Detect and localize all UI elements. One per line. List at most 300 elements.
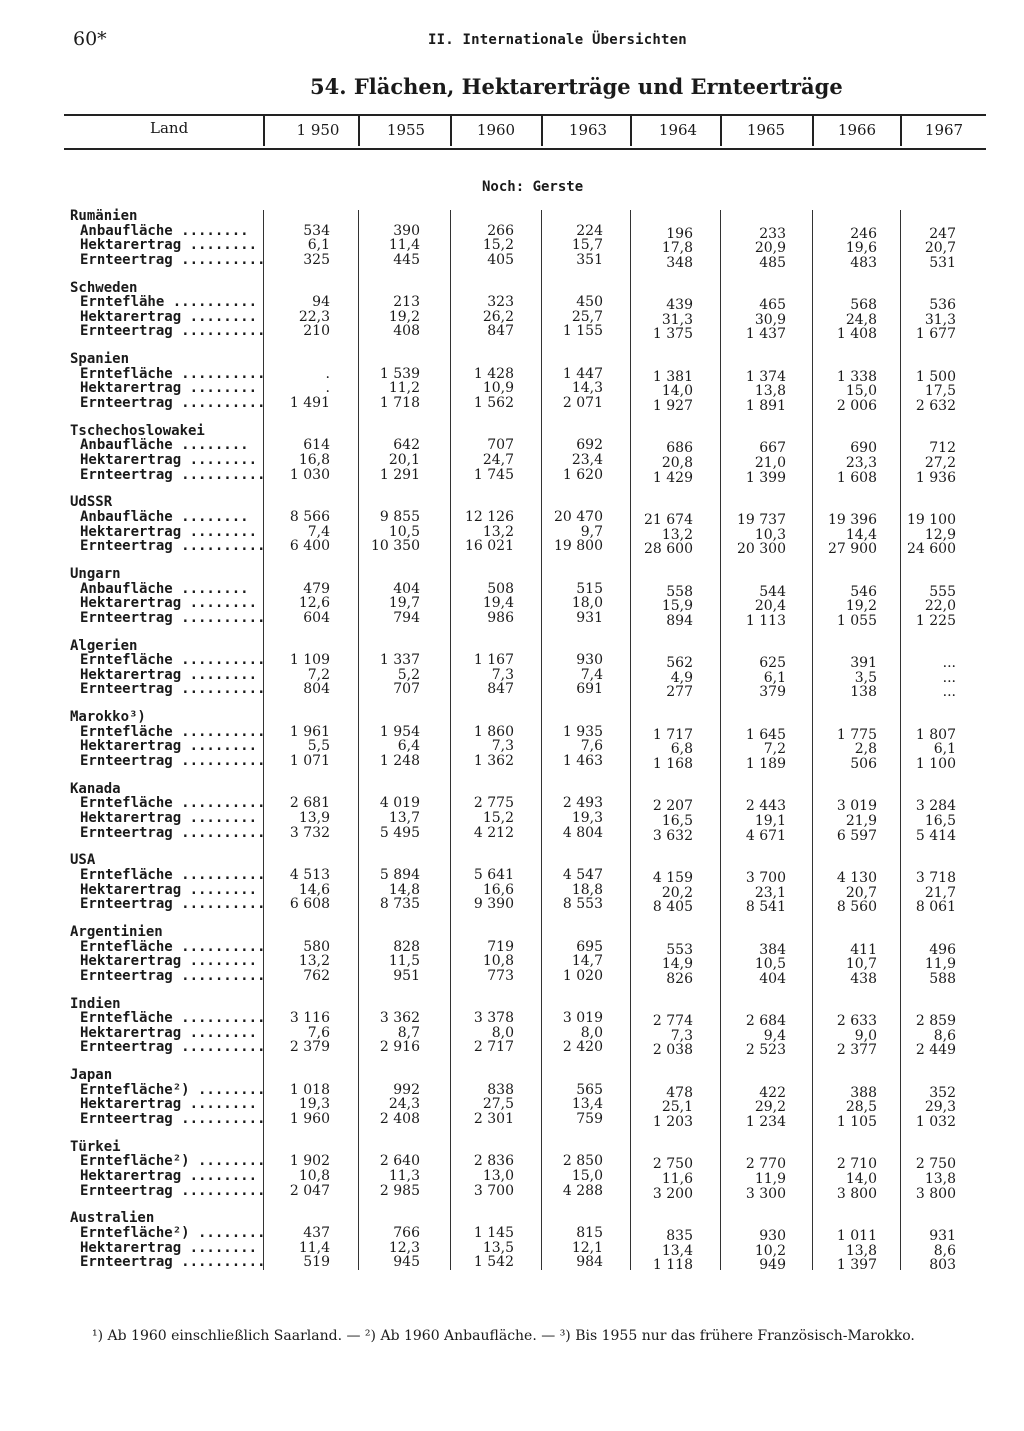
table-cell: 3 632 [652, 827, 693, 844]
table-cell: 438 [850, 970, 877, 987]
table-cell: 2 071 [562, 395, 603, 411]
table-cell: 762 [303, 967, 330, 984]
table-cell: . [325, 365, 330, 382]
country-name: Marokko³) [70, 709, 146, 726]
table-cell: 15,2 [482, 237, 514, 254]
table-cell: 1 020 [562, 967, 603, 984]
table-cell: 894 [666, 612, 693, 629]
table-cell: 13,2 [661, 526, 693, 543]
table-cell: 6,4 [397, 738, 420, 755]
table-cell: 20,2 [661, 884, 693, 901]
table-cell: 11,6 [661, 1171, 693, 1187]
table-cell: 9,0 [854, 1027, 877, 1044]
row-label: Ernteertrag .......... [80, 967, 266, 984]
table-cell: 2 207 [652, 798, 693, 815]
table-cell: 2 775 [473, 795, 514, 812]
table-cell: 3 200 [652, 1185, 693, 1202]
table-cell: 2 859 [915, 1013, 956, 1030]
table-cell: 2 493 [562, 795, 603, 812]
table-cell: 15,0 [845, 383, 877, 400]
table-cell: 12,6 [298, 595, 330, 612]
table-cell: 1 189 [745, 756, 786, 772]
header-year: 1967 [924, 121, 964, 139]
table-cell: 13,0 [482, 1168, 514, 1184]
table-cell: 1 337 [379, 652, 420, 669]
table-cell: 12,9 [924, 526, 956, 543]
table-cell: ... [942, 669, 956, 686]
table-cell: 352 [929, 1084, 956, 1101]
table-cell: 5 495 [379, 824, 420, 841]
country-name: Kanada [70, 780, 121, 797]
table-cell: 5,2 [397, 666, 420, 683]
table-cell: 15,2 [482, 810, 514, 826]
table-cell: 24,8 [845, 311, 877, 328]
table-cell: 3 700 [473, 1182, 514, 1199]
country-name: USA [70, 852, 96, 869]
table-cell: 10,7 [845, 956, 877, 973]
table-cell: 8 405 [652, 899, 693, 916]
table-cell: 12,3 [388, 1239, 420, 1256]
table-cell: 1 055 [836, 612, 877, 629]
table-cell: 27 900 [828, 541, 877, 558]
row-label: Hektarertrag ........ [80, 380, 258, 397]
table-cell: 930 [759, 1228, 786, 1244]
row-label: Ernteertrag .......... [80, 1182, 266, 1199]
table-cell: . [325, 380, 330, 397]
table-cell: 826 [666, 970, 693, 987]
table-cell: 1 374 [745, 368, 786, 385]
table-cell: 408 [393, 323, 420, 340]
table-cell: 614 [303, 437, 330, 454]
table-cell: 3 284 [915, 798, 956, 815]
header-divider [900, 116, 902, 146]
table-cell: 224 [576, 222, 603, 239]
table-cell: 14,0 [845, 1171, 877, 1187]
header-divider [541, 116, 543, 146]
table-cell: 1 954 [379, 723, 420, 740]
row-label: Hektarertrag ........ [80, 595, 258, 612]
row-label: Hektarertrag ........ [80, 953, 258, 970]
table-cell: 1 717 [652, 726, 693, 743]
table-cell: 8,0 [580, 1024, 603, 1041]
table-cell: 10,9 [482, 380, 514, 397]
table-cell: 1 381 [652, 368, 693, 385]
table-cell: 1 203 [652, 1114, 693, 1130]
table-cell: 411 [850, 941, 877, 958]
table-cell: 2 408 [379, 1111, 420, 1127]
table-cell: 2 985 [379, 1182, 420, 1199]
table-cell: 2 684 [745, 1013, 786, 1030]
table-cell: 1 145 [473, 1225, 514, 1241]
country-name: Ungarn [70, 566, 121, 582]
table-cell: 24,3 [388, 1096, 420, 1113]
table-cell: 515 [576, 580, 603, 597]
table-cell: 1 397 [836, 1257, 877, 1274]
table-cell: 1 100 [915, 756, 956, 772]
table-cell: 1 011 [836, 1228, 877, 1244]
row-label: Anbaufläche ........ [80, 509, 249, 525]
table-cell: 5,5 [307, 738, 330, 755]
table-cell: 18,8 [571, 881, 603, 898]
table-cell: 10,3 [754, 526, 786, 543]
table-cell: 7,4 [580, 666, 603, 683]
table-cell: 7,4 [307, 523, 330, 540]
table-cell: 11,9 [924, 956, 956, 973]
table-cell: 17,8 [661, 240, 693, 257]
table-cell: 13,8 [754, 383, 786, 400]
table-cell: 6,1 [763, 669, 786, 686]
table-cell: 233 [759, 225, 786, 242]
table-cell: 1 935 [562, 723, 603, 740]
row-label: Hektarertrag ........ [80, 1024, 258, 1041]
table-cell: 22,0 [924, 598, 956, 615]
table-cell: 565 [576, 1081, 603, 1098]
table-cell: 6,1 [307, 237, 330, 254]
table-cell: 1 105 [836, 1114, 877, 1130]
table-cell: 1 225 [915, 612, 956, 629]
table-cell: 7,3 [491, 738, 514, 755]
row-label: Hektarertrag ........ [80, 1096, 258, 1113]
table-cell: 266 [487, 222, 514, 239]
table-cell: 20,7 [845, 884, 877, 901]
table-cell: 984 [576, 1254, 603, 1271]
table-cell: 29,3 [924, 1099, 956, 1116]
table-cell: 1 936 [915, 469, 956, 486]
table-cell: 1 491 [289, 395, 330, 411]
table-cell: 803 [929, 1257, 956, 1274]
country-name: Indien [70, 995, 121, 1012]
page-number: 60* [73, 28, 107, 50]
table-cell: 4 159 [652, 870, 693, 886]
table-cell: 30,9 [754, 311, 786, 328]
row-label: Anbaufläche ........ [80, 222, 249, 239]
table-cell: 12 126 [465, 509, 514, 525]
header-divider [630, 116, 632, 146]
table-cell: 588 [929, 970, 956, 987]
table-cell: 17,5 [924, 383, 956, 400]
table-cell: 391 [850, 655, 877, 672]
table-cell: 2 916 [379, 1039, 420, 1056]
row-label: Erntefläche²) ........ [80, 1081, 266, 1098]
table-cell: 9 855 [379, 509, 420, 525]
table-cell: 13,4 [571, 1096, 603, 1113]
table-cell: 19,6 [845, 240, 877, 257]
row-label: Erntefläche²) ........ [80, 1225, 266, 1241]
table-cell: 19 100 [907, 512, 956, 528]
row-label: Hektarertrag ........ [80, 237, 258, 254]
table-cell: 2 640 [379, 1153, 420, 1170]
table-cell: 21 674 [644, 512, 693, 528]
table-cell: 496 [929, 941, 956, 958]
row-label: Hektarertrag ........ [80, 1239, 258, 1256]
table-cell: 11,2 [388, 380, 420, 397]
header-divider [450, 116, 452, 146]
table-cell: 1 167 [473, 652, 514, 669]
table-cell: 1 437 [745, 326, 786, 343]
table-title: 54. Flächen, Hektarerträge und Ernteerträge [310, 74, 843, 99]
table-cell: 19,4 [482, 595, 514, 612]
table-cell: 8 061 [915, 899, 956, 916]
row-label: Ernteflähe .......... [80, 294, 258, 311]
table-cell: 20,7 [924, 240, 956, 257]
country-name: Argentinien [70, 924, 163, 940]
table-cell: 16,8 [298, 452, 330, 468]
table-cell: 1 775 [836, 726, 877, 743]
table-cell: 1 677 [915, 326, 956, 343]
running-head: II. Internationale Übersichten [428, 32, 687, 48]
table-cell: 2 038 [652, 1042, 693, 1059]
table-cell: 580 [303, 938, 330, 955]
table-cell: 24 600 [907, 541, 956, 558]
table-cell: 11,3 [388, 1168, 420, 1184]
row-label: Erntefläche .......... [80, 723, 266, 740]
table-cell: 13,2 [482, 523, 514, 540]
table-cell: 20 300 [737, 541, 786, 558]
table-cell: 3 378 [473, 1010, 514, 1027]
table-cell: 2 750 [915, 1156, 956, 1173]
row-label: Anbaufläche ........ [80, 580, 249, 597]
row-label: Ernteertrag .......... [80, 1039, 266, 1056]
table-cell: 7,6 [580, 738, 603, 755]
table-cell: 13,5 [482, 1239, 514, 1256]
table-cell: 5 641 [473, 867, 514, 883]
table-cell: 404 [759, 970, 786, 987]
table-cell: 388 [850, 1084, 877, 1101]
table-cell: 6 400 [289, 538, 330, 555]
table-cell: 10,5 [388, 523, 420, 540]
table-cell: 6 597 [836, 827, 877, 844]
header-year: 1955 [386, 121, 426, 139]
table-cell: 465 [759, 297, 786, 314]
table-cell: 558 [666, 583, 693, 600]
table-cell: 27,5 [482, 1096, 514, 1113]
table-cell: 1 902 [289, 1153, 330, 1170]
table-cell: 1 234 [745, 1114, 786, 1130]
table-cell: 506 [850, 756, 877, 772]
table-cell: 1 399 [745, 469, 786, 486]
table-cell: 11,4 [298, 1239, 330, 1256]
row-label: Ernteertrag .......... [80, 1254, 266, 1271]
table-cell: 9,7 [580, 523, 603, 540]
table-cell: 8 735 [379, 896, 420, 913]
table-cell: 15,7 [571, 237, 603, 254]
table-cell: 642 [393, 437, 420, 454]
table-cell: 1 071 [289, 753, 330, 769]
table-cell: 3 019 [562, 1010, 603, 1027]
table-cell: 7,3 [491, 666, 514, 683]
table-cell: 815 [576, 1225, 603, 1241]
table-cell: 1 718 [379, 395, 420, 411]
table-cell: 1 447 [562, 365, 603, 382]
table-cell: 19 737 [737, 512, 786, 528]
table-cell: 7,6 [307, 1024, 330, 1041]
table-cell: 14,8 [388, 881, 420, 898]
table-cell: 828 [393, 938, 420, 955]
table-cell: 931 [576, 609, 603, 626]
table-cell: 690 [850, 440, 877, 457]
table-cell: 247 [929, 225, 956, 242]
table-cell: 1 620 [562, 466, 603, 483]
table-cell: 390 [393, 222, 420, 239]
table-cell: 2 681 [289, 795, 330, 812]
row-label: Ernteertrag .......... [80, 323, 266, 340]
table-cell: 3 362 [379, 1010, 420, 1027]
table-cell: 3 116 [289, 1010, 330, 1027]
table-cell: 986 [487, 609, 514, 626]
table-cell: 1 375 [652, 326, 693, 343]
row-label: Ernteertrag .......... [80, 753, 266, 769]
table-cell: 16,5 [661, 813, 693, 829]
table-cell: 31,3 [924, 311, 956, 328]
table-cell: 13,8 [924, 1171, 956, 1187]
table-cell: 27,2 [924, 455, 956, 471]
table-cell: 6,8 [670, 741, 693, 758]
table-cell: 20,1 [388, 452, 420, 468]
table-cell: 16,5 [924, 813, 956, 829]
row-label: Ernteertrag .......... [80, 681, 266, 698]
table-cell: 1 428 [473, 365, 514, 382]
table-cell: 15,9 [661, 598, 693, 615]
table-cell: 759 [576, 1111, 603, 1127]
table-cell: 12,1 [571, 1239, 603, 1256]
table-cell: 2 420 [562, 1039, 603, 1056]
table-cell: 951 [393, 967, 420, 984]
table-cell: 536 [929, 297, 956, 314]
table-cell: 21,0 [754, 455, 786, 471]
table-cell: 14,4 [845, 526, 877, 543]
table-cell: 553 [666, 941, 693, 958]
table-cell: 210 [303, 323, 330, 340]
country-name: Spanien [70, 351, 130, 368]
country-name: Australien [70, 1210, 155, 1227]
table-cell: 7,2 [307, 666, 330, 683]
table-cell: 2 633 [836, 1013, 877, 1030]
table-cell: 3 300 [745, 1185, 786, 1202]
table-cell: 4 513 [289, 867, 330, 883]
table-cell: 14,3 [571, 380, 603, 397]
header-bottom-rule [64, 148, 986, 150]
table-cell: 13,8 [845, 1242, 877, 1259]
table-cell: 3 732 [289, 824, 330, 841]
table-cell: 1 562 [473, 395, 514, 411]
table-cell: 7,2 [763, 741, 786, 758]
table-cell: 1 960 [289, 1111, 330, 1127]
table-cell: 20,9 [754, 240, 786, 257]
table-cell: 1 118 [652, 1257, 693, 1274]
table-cell: 8 541 [745, 899, 786, 916]
table-cell: 16 021 [465, 538, 514, 555]
table-cell: 5 414 [915, 827, 956, 844]
table-cell: 1 645 [745, 726, 786, 743]
country-name: UdSSR [70, 494, 113, 511]
table-cell: 546 [850, 583, 877, 600]
table-cell: 138 [850, 684, 877, 701]
table-cell: 323 [487, 294, 514, 311]
table-cell: 4,9 [670, 669, 693, 686]
table-cell: 1 032 [915, 1114, 956, 1130]
section-label: Noch: Gerste [482, 179, 584, 195]
table-cell: 4 130 [836, 870, 877, 886]
table-cell: 2 047 [289, 1182, 330, 1199]
row-label: Erntefläche .......... [80, 938, 266, 955]
row-label: Ernteertrag .......... [80, 609, 266, 626]
table-cell: ... [942, 655, 956, 672]
table-cell: 479 [303, 580, 330, 597]
row-label: Erntefläche .......... [80, 867, 266, 883]
table-cell: 21,9 [845, 813, 877, 829]
table-cell: 604 [303, 609, 330, 626]
table-cell: 10,5 [754, 956, 786, 973]
table-cell: 930 [576, 652, 603, 669]
footnotes: ¹) Ab 1960 einschließlich Saarland. — ²) Ab 1960 Anbaufläche. — ³) Bis 1955 nur das frühere Französisch-Marokko. [92, 1328, 915, 1344]
table-cell: 94 [312, 294, 330, 311]
table-cell: 1 155 [562, 323, 603, 340]
table-cell: 555 [929, 583, 956, 600]
table-cell: 13,9 [298, 810, 330, 826]
table-cell: 719 [487, 938, 514, 955]
row-label: Hektarertrag ........ [80, 666, 258, 683]
table-cell: 10,8 [298, 1168, 330, 1184]
table-cell: 625 [759, 655, 786, 672]
country-name: Türkei [70, 1138, 121, 1155]
table-cell: 348 [666, 254, 693, 271]
table-cell: 2 770 [745, 1156, 786, 1173]
table-cell: 24,7 [482, 452, 514, 468]
table-cell: 196 [666, 225, 693, 242]
table-cell: 13,4 [661, 1242, 693, 1259]
header-year: 1960 [476, 121, 516, 139]
table-cell: 847 [487, 681, 514, 698]
table-cell: 23,4 [571, 452, 603, 468]
table-cell: 931 [929, 1228, 956, 1244]
table-cell: 1 463 [562, 753, 603, 769]
row-label: Ernteertrag .......... [80, 466, 266, 483]
table-cell: 19 396 [828, 512, 877, 528]
row-label: Hektarertrag ........ [80, 452, 258, 468]
table-cell: 422 [759, 1084, 786, 1101]
table-cell: 1 927 [652, 398, 693, 414]
row-label: Ernteertrag .......... [80, 1111, 266, 1127]
row-label: Erntefläche .......... [80, 795, 266, 812]
table-cell: 8,6 [933, 1242, 956, 1259]
table-cell: 25,1 [661, 1099, 693, 1116]
table-cell: 3,5 [854, 669, 877, 686]
table-cell: 1 362 [473, 753, 514, 769]
table-cell: 667 [759, 440, 786, 457]
row-label: Erntefläche .......... [80, 652, 266, 669]
table-cell: 3 700 [745, 870, 786, 886]
table-cell: 6,1 [933, 741, 956, 758]
table-cell: 19,2 [845, 598, 877, 615]
table-cell: 23,1 [754, 884, 786, 901]
table-cell: 10 350 [371, 538, 420, 555]
country-name: Schweden [70, 279, 138, 296]
table-cell: 11,5 [388, 953, 420, 970]
row-label: Hektarertrag ........ [80, 810, 258, 826]
table-cell: 4 288 [562, 1182, 603, 1199]
table-cell: 707 [487, 437, 514, 454]
table-cell: 835 [666, 1228, 693, 1244]
row-label: Anbaufläche ........ [80, 437, 249, 454]
table-cell: 1 542 [473, 1254, 514, 1271]
table-cell: 544 [759, 583, 786, 600]
table-cell: 5 894 [379, 867, 420, 883]
table-cell: 16,6 [482, 881, 514, 898]
table-cell: 4 804 [562, 824, 603, 841]
table-cell: 2 774 [652, 1013, 693, 1030]
table-cell: 445 [393, 251, 420, 268]
table-cell: 2 710 [836, 1156, 877, 1173]
